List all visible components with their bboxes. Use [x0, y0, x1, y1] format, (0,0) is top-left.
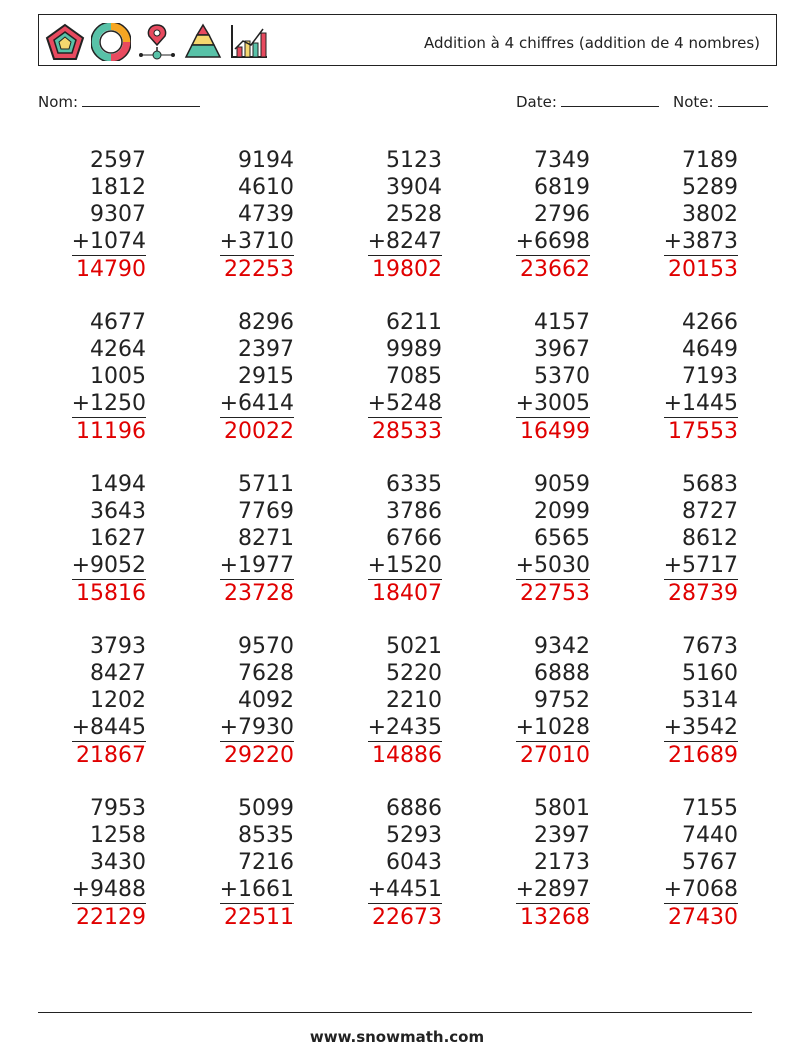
answer: 21867 [76, 743, 146, 768]
addend: 6886 [386, 796, 442, 821]
addend: 7155 [682, 796, 738, 821]
answer: 29220 [224, 743, 294, 768]
addition-problem [36, 471, 146, 607]
addend-underline: +1445 [663, 391, 738, 416]
addend-with-plus [480, 876, 590, 904]
addition-problem [36, 795, 146, 931]
addend: 1812 [90, 175, 146, 200]
answer: 14886 [372, 743, 442, 768]
addend-with-plus [36, 714, 146, 742]
addition-problem [184, 633, 294, 769]
addition-problem [480, 471, 590, 607]
addend: 7085 [386, 364, 442, 389]
addition-problem [628, 795, 738, 931]
addend-with-plus [332, 876, 442, 904]
addend: 1627 [90, 526, 146, 551]
footer-site: www.snowmath.com [309, 1028, 485, 1046]
answer: 13268 [520, 905, 590, 930]
addend-with-plus [480, 390, 590, 418]
addend: 7953 [90, 796, 146, 821]
addend-with-plus [332, 714, 442, 742]
answer: 20153 [668, 257, 738, 282]
addend: 5314 [682, 688, 738, 713]
addend-with-plus [184, 552, 294, 580]
addend: 9989 [386, 337, 442, 362]
addend-underline: +2897 [515, 877, 590, 902]
addend-with-plus [184, 714, 294, 742]
addend-with-plus [480, 228, 590, 256]
addend-underline: +5717 [663, 553, 738, 578]
addend: 7349 [534, 148, 590, 173]
addend: 7769 [238, 499, 294, 524]
addend: 8427 [90, 661, 146, 686]
addend: 8535 [238, 823, 294, 848]
answer: 22753 [520, 581, 590, 606]
addend-underline: +3005 [515, 391, 590, 416]
addend-underline: +1074 [71, 229, 146, 254]
addition-problem [332, 471, 442, 607]
addend: 5801 [534, 796, 590, 821]
addend: 5220 [386, 661, 442, 686]
addition-problem [184, 309, 294, 445]
addend-underline: +1520 [367, 553, 442, 578]
addend: 5293 [386, 823, 442, 848]
addend: 5370 [534, 364, 590, 389]
addend: 7189 [682, 148, 738, 173]
addend: 3643 [90, 499, 146, 524]
addend: 1005 [90, 364, 146, 389]
addend: 2210 [386, 688, 442, 713]
addend: 4092 [238, 688, 294, 713]
addend-with-plus [36, 876, 146, 904]
addition-problem [184, 147, 294, 283]
addend-underline: +8247 [367, 229, 442, 254]
map-pin-icon [137, 23, 177, 61]
addend: 5683 [682, 472, 738, 497]
answer: 22253 [224, 257, 294, 282]
worksheet-header [38, 14, 777, 66]
addend: 2597 [90, 148, 146, 173]
addend: 6211 [386, 310, 442, 335]
addend: 4266 [682, 310, 738, 335]
addend: 3904 [386, 175, 442, 200]
addition-problem [36, 309, 146, 445]
answer: 22511 [224, 905, 294, 930]
addend: 8612 [682, 526, 738, 551]
addend: 1202 [90, 688, 146, 713]
addend-with-plus [480, 552, 590, 580]
answer: 23728 [224, 581, 294, 606]
addend: 2099 [534, 499, 590, 524]
addend-underline: +9052 [71, 553, 146, 578]
addend-underline: +3542 [663, 715, 738, 740]
addition-problem [480, 795, 590, 931]
addend-underline: +1250 [71, 391, 146, 416]
note-label: Note: [673, 93, 714, 111]
addend-with-plus [332, 390, 442, 418]
addition-problem [332, 309, 442, 445]
answer: 27430 [668, 905, 738, 930]
addend: 9342 [534, 634, 590, 659]
addition-problem [184, 471, 294, 607]
addend-with-plus [628, 228, 738, 256]
addend-with-plus [628, 714, 738, 742]
addition-problem [36, 147, 146, 283]
addend-underline: +6414 [219, 391, 294, 416]
addend-with-plus [332, 552, 442, 580]
answer: 22129 [76, 905, 146, 930]
addition-problem [332, 795, 442, 931]
addend: 5123 [386, 148, 442, 173]
addend: 6043 [386, 850, 442, 875]
addition-problem [184, 795, 294, 931]
answer: 28739 [668, 581, 738, 606]
addend: 4157 [534, 310, 590, 335]
answer: 28533 [372, 419, 442, 444]
answer: 21689 [668, 743, 738, 768]
note-line[interactable] [718, 92, 768, 107]
addend-underline: +5248 [367, 391, 442, 416]
addend-underline: +3710 [219, 229, 294, 254]
addition-problem [480, 309, 590, 445]
addend-with-plus [628, 876, 738, 904]
addend-underline: +3873 [663, 229, 738, 254]
addend-underline: +4451 [367, 877, 442, 902]
addend-underline: +8445 [71, 715, 146, 740]
addend: 6565 [534, 526, 590, 551]
addend-underline: +7068 [663, 877, 738, 902]
addition-problem [480, 147, 590, 283]
answer: 11196 [76, 419, 146, 444]
addend: 7440 [682, 823, 738, 848]
addend-with-plus [184, 876, 294, 904]
addition-problem [332, 633, 442, 769]
addend-with-plus [36, 552, 146, 580]
addend-underline: +5030 [515, 553, 590, 578]
addition-problem [332, 147, 442, 283]
addend: 5289 [682, 175, 738, 200]
addition-problem [628, 471, 738, 607]
answer: 19802 [372, 257, 442, 282]
addition-problem [36, 633, 146, 769]
addend: 4677 [90, 310, 146, 335]
answer: 23662 [520, 257, 590, 282]
answer: 16499 [520, 419, 590, 444]
addend-with-plus [184, 390, 294, 418]
ring-chart-icon [91, 23, 131, 61]
addend: 9059 [534, 472, 590, 497]
addend-with-plus [36, 390, 146, 418]
answer: 27010 [520, 743, 590, 768]
pyramid-icon [183, 23, 223, 61]
addend: 9194 [238, 148, 294, 173]
name-line[interactable] [82, 92, 200, 107]
addend: 5099 [238, 796, 294, 821]
addend: 8296 [238, 310, 294, 335]
addend: 4610 [238, 175, 294, 200]
answer: 15816 [76, 581, 146, 606]
addend: 4649 [682, 337, 738, 362]
answer: 18407 [372, 581, 442, 606]
line-chart-icon [229, 23, 269, 61]
addend: 2397 [238, 337, 294, 362]
addend: 5160 [682, 661, 738, 686]
addition-problem [480, 633, 590, 769]
addend: 9752 [534, 688, 590, 713]
answer: 22673 [372, 905, 442, 930]
addend-underline: +2435 [367, 715, 442, 740]
addend: 9307 [90, 202, 146, 227]
addend: 7673 [682, 634, 738, 659]
addend: 1258 [90, 823, 146, 848]
addend: 2173 [534, 850, 590, 875]
addend-with-plus [184, 228, 294, 256]
addend: 7628 [238, 661, 294, 686]
addend: 5021 [386, 634, 442, 659]
date-line[interactable] [561, 92, 659, 107]
note-field[interactable] [673, 92, 768, 111]
addend: 9570 [238, 634, 294, 659]
addend: 3430 [90, 850, 146, 875]
addend: 7216 [238, 850, 294, 875]
addend: 3967 [534, 337, 590, 362]
addend: 6819 [534, 175, 590, 200]
addend: 4739 [238, 202, 294, 227]
addend: 4264 [90, 337, 146, 362]
addend-with-plus [36, 228, 146, 256]
addend-with-plus [628, 390, 738, 418]
addend: 3802 [682, 202, 738, 227]
addend-underline: +6698 [515, 229, 590, 254]
addend-underline: +1977 [219, 553, 294, 578]
answer: 20022 [224, 419, 294, 444]
name-field[interactable] [38, 92, 200, 111]
addend: 2796 [534, 202, 590, 227]
answer: 17553 [668, 419, 738, 444]
addend: 8727 [682, 499, 738, 524]
addend: 6766 [386, 526, 442, 551]
addition-problem [628, 147, 738, 283]
date-field[interactable] [516, 92, 659, 111]
addend-underline: +1661 [219, 877, 294, 902]
addend: 3786 [386, 499, 442, 524]
footer-divider [38, 1012, 752, 1013]
answer: 14790 [76, 257, 146, 282]
pentagon-icon [45, 23, 85, 61]
addend: 5767 [682, 850, 738, 875]
addend-underline: +1028 [515, 715, 590, 740]
addend: 1494 [90, 472, 146, 497]
addend: 5711 [238, 472, 294, 497]
addend-with-plus [332, 228, 442, 256]
addend: 6335 [386, 472, 442, 497]
addend-underline: +7930 [219, 715, 294, 740]
addend: 6888 [534, 661, 590, 686]
date-label: Date: [516, 93, 557, 111]
addition-problem [628, 309, 738, 445]
addend-with-plus [628, 552, 738, 580]
addition-problem [628, 633, 738, 769]
addend: 2397 [534, 823, 590, 848]
addend-with-plus [480, 714, 590, 742]
addend-underline: +9488 [71, 877, 146, 902]
addend: 2915 [238, 364, 294, 389]
addend: 2528 [386, 202, 442, 227]
addend: 3793 [90, 634, 146, 659]
worksheet-title: Addition à 4 chiffres (addition de 4 nombres) [423, 34, 760, 52]
addend: 8271 [238, 526, 294, 551]
name-label: Nom: [38, 93, 79, 111]
addend: 7193 [682, 364, 738, 389]
